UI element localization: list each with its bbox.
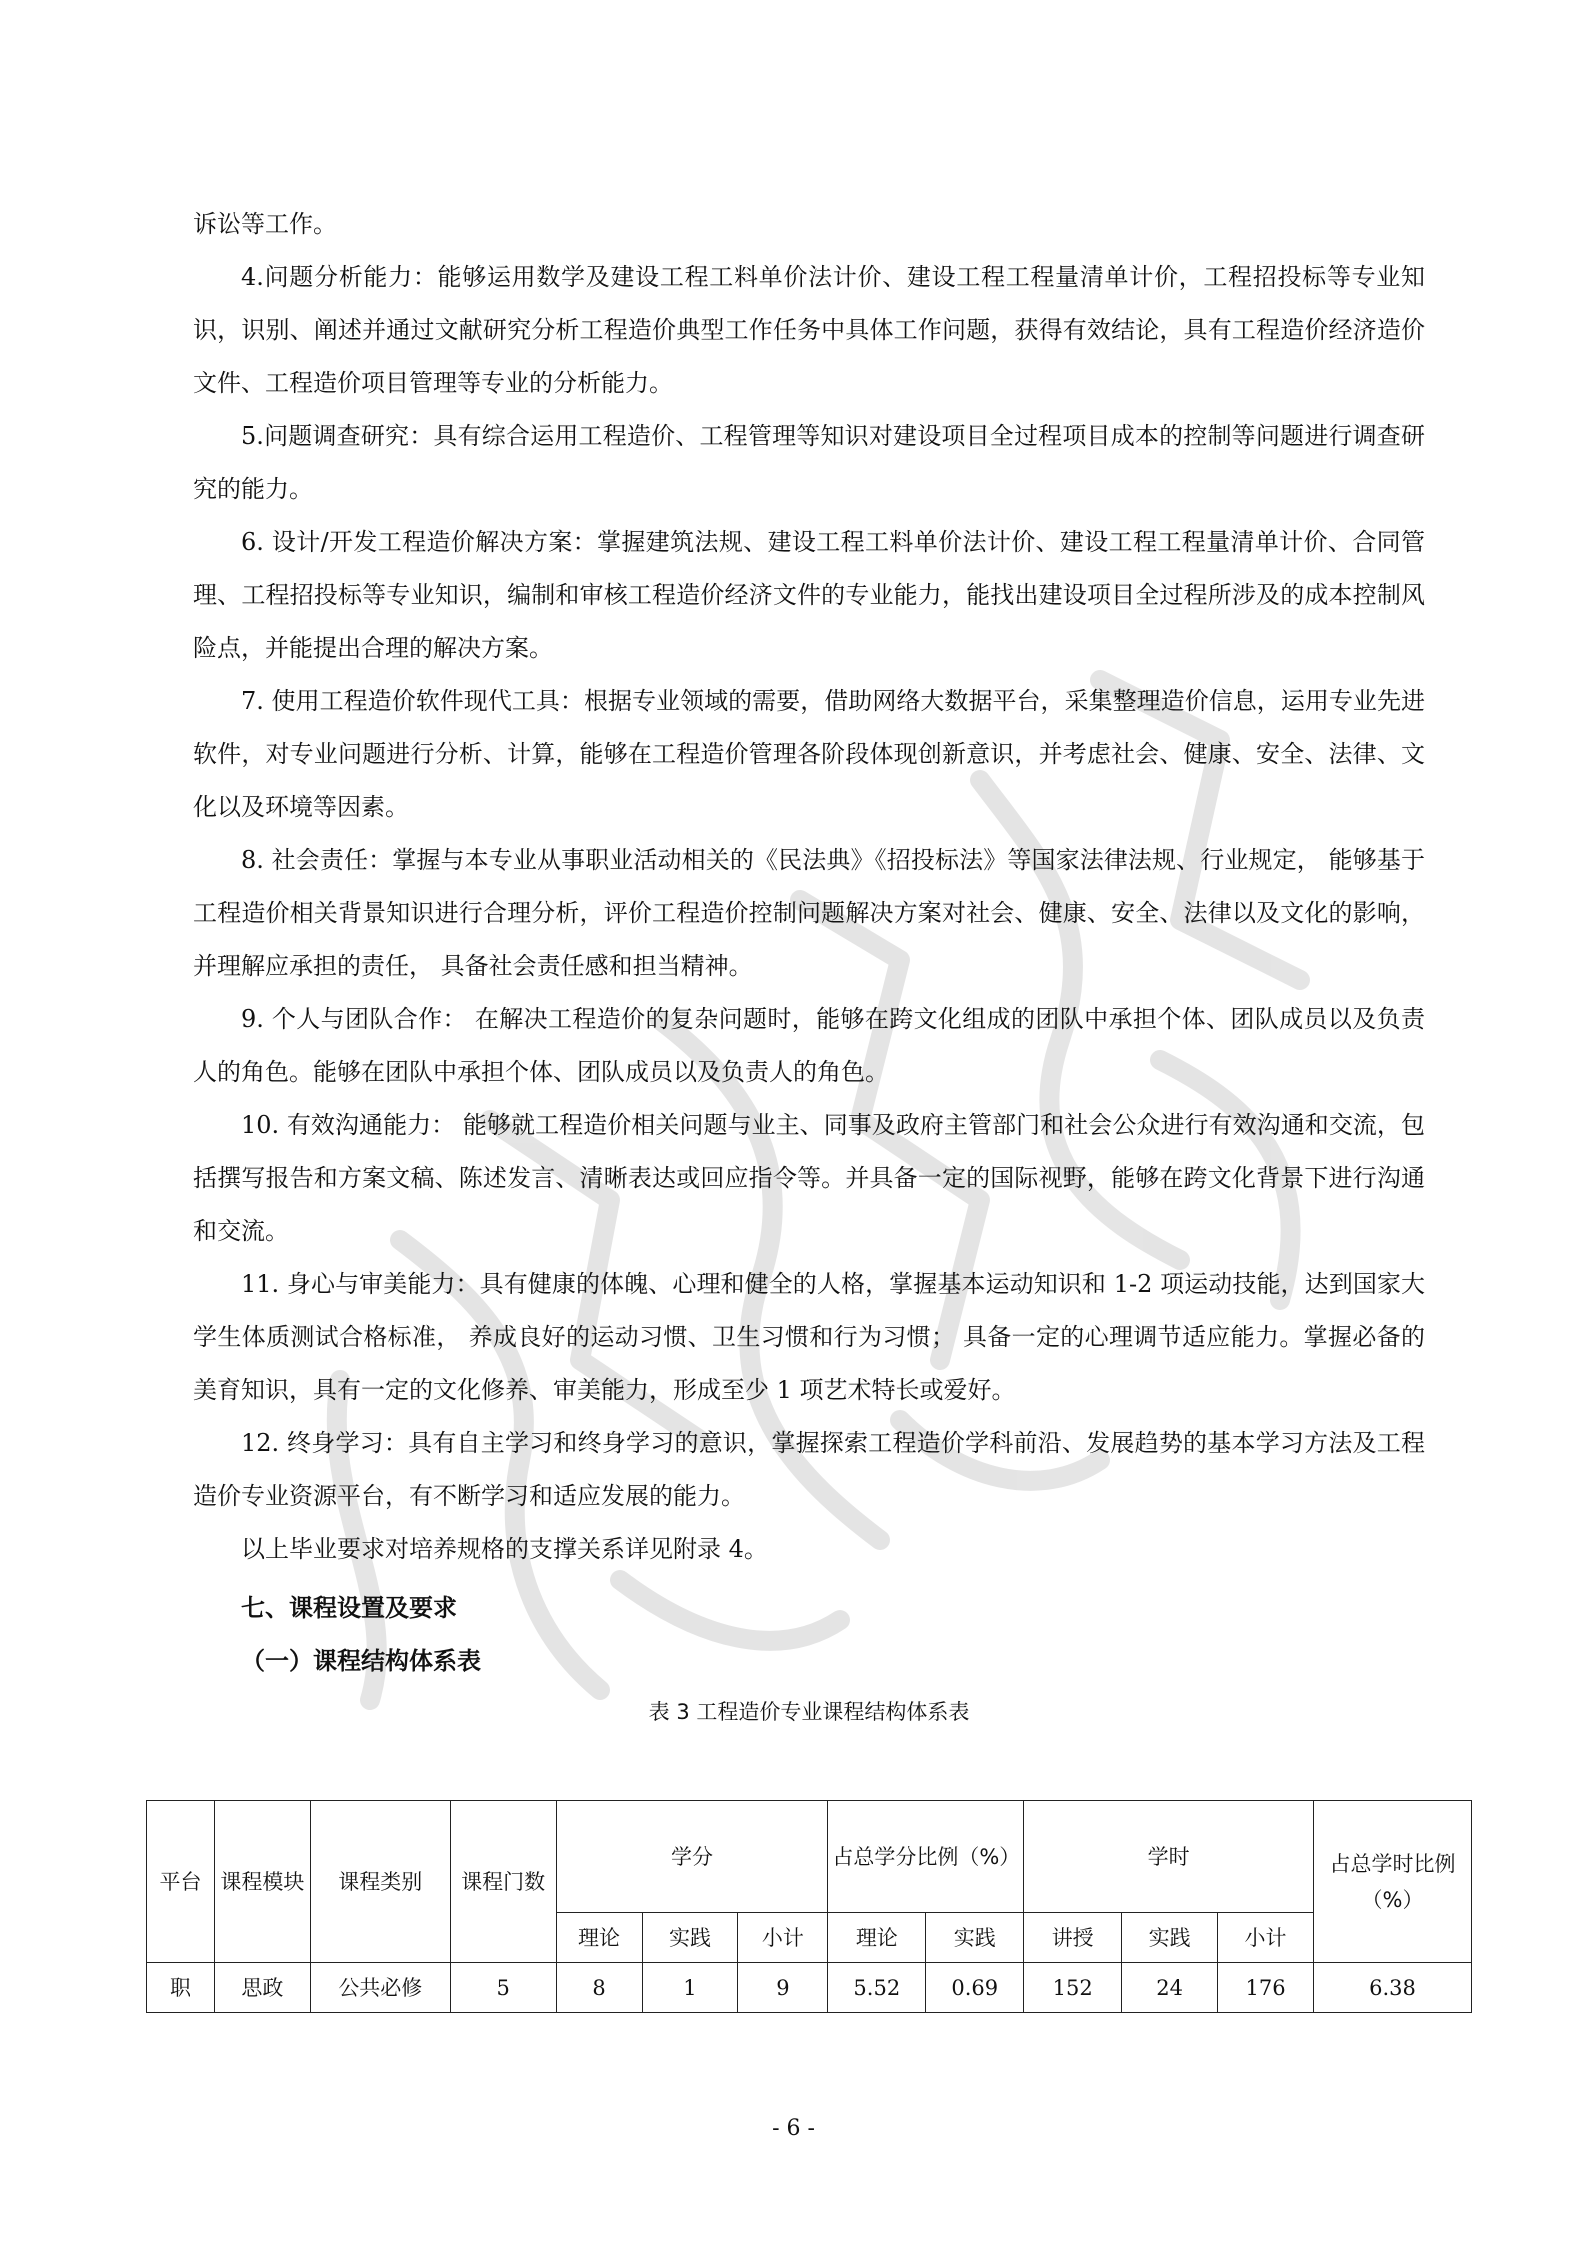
paragraph-item-7: 7. 使用工程造价软件现代工具：根据专业领域的需要，借助网络大数据平台，采集整理造价信息，运用专业先进软件，对专业问题进行分析、计算，能够在工程造价管理各阶段体现创新意识，并考虑社会、健康、安全、法律、文化以及环境等因素。 — [193, 687, 1425, 821]
subheader-credit-subtotal: 小计 — [738, 1913, 828, 1963]
header-hours: 学时 — [1024, 1801, 1314, 1913]
paragraph-item-10: 10. 有效沟通能力： 能够就工程造价相关问题与业主、同事及政府主管部门和社会公众进行有效沟通和交流，包括撰写报告和方案文稿、陈述发言、清晰表达或回应指令等。并具备一定的国际视野，能够在跨文化背景下进行沟通和交流。 — [193, 1111, 1425, 1245]
cell-hours-subtotal: 176 — [1218, 1963, 1314, 2013]
paragraph-appendix-note: 以上毕业要求对培养规格的支撑关系详见附录 4。 — [241, 1535, 768, 1563]
paragraph-item-8: 8. 社会责任：掌握与本专业从事职业活动相关的《民法典》《招投标法》等国家法律法规、行业规定， 能够基于工程造价相关背景知识进行合理分析，评价工程造价控制问题解决方案对社会、健康、安全、法律以及文化的影响，并理解应承担的责任， 具备社会责任感和担当精神。 — [193, 846, 1425, 980]
table-row — [147, 1963, 1472, 2013]
cell-category: 公共必修 — [310, 1963, 450, 2013]
cell-credit-subtotal: 9 — [738, 1963, 828, 2013]
header-hours-ratio: 占总学时比例（%） — [1314, 1801, 1472, 1963]
paragraph-item-6: 6. 设计/开发工程造价解决方案：掌握建筑法规、建设工程工料单价法计价、建设工程工程量清单计价、合同管理、工程招投标等专业知识，编制和审核工程造价经济文件的专业能力，能找出建设项目全过程所涉及的成本控制风险点，并能提出合理的解决方案。 — [193, 528, 1425, 662]
header-credit-ratio: 占总学分比例（%） — [828, 1801, 1024, 1913]
cell-module: 思政 — [214, 1963, 310, 2013]
subheader-hours-subtotal: 小计 — [1218, 1913, 1314, 1963]
header-count: 课程门数 — [450, 1801, 556, 1963]
header-category: 课程类别 — [310, 1801, 450, 1963]
subheader-credit-theory: 理论 — [556, 1913, 642, 1963]
cell-ratio-theory: 5.52 — [828, 1963, 926, 2013]
cell-platform: 职 — [147, 1963, 215, 2013]
subheader-hours-lecture: 讲授 — [1024, 1913, 1122, 1963]
cell-count: 5 — [450, 1963, 556, 2013]
cell-hours-ratio: 6.38 — [1314, 1963, 1472, 2013]
paragraph-item-11: 11. 身心与审美能力：具有健康的体魄、心理和健全的人格，掌握基本运动知识和 1-2 项运动技能，达到国家大学生体质测试合格标准， 养成良好的运动习惯、卫生习惯和行为习惯； 具备一定的心理调节适应能力。掌握必备的美育知识，具有一定的文化修养、审美能力，形成至少 1 项艺术特长或爱好。 — [193, 1270, 1425, 1404]
document-body — [193, 198, 1425, 1736]
table-header-row — [147, 1801, 1472, 1913]
paragraph-item-12: 12. 终身学习：具有自主学习和终身学习的意识，掌握探索工程造价学科前沿、发展趋势的基本学习方法及工程造价专业资源平台，有不断学习和适应发展的能力。 — [193, 1429, 1425, 1510]
subsection-heading: （一）课程结构体系表 — [241, 1647, 481, 1675]
page-number: - 6 - — [772, 2116, 815, 2141]
subheader-hours-practice: 实践 — [1122, 1913, 1218, 1963]
section-heading: 七、课程设置及要求 — [241, 1594, 457, 1622]
paragraph-item-5: 5.问题调查研究：具有综合运用工程造价、工程管理等知识对建设项目全过程项目成本的控制等问题进行调查研究的能力。 — [193, 422, 1425, 503]
cell-hours-practice: 24 — [1122, 1963, 1218, 2013]
course-structure-table — [146, 1800, 1472, 2013]
header-module: 课程模块 — [214, 1801, 310, 1963]
table-caption: 表 3 工程造价专业课程结构体系表 — [648, 1700, 970, 1724]
cell-credit-practice: 1 — [642, 1963, 738, 2013]
subheader-credit-practice: 实践 — [642, 1913, 738, 1963]
subheader-ratio-practice: 实践 — [926, 1913, 1024, 1963]
paragraph-continuation: 诉讼等工作。 — [193, 210, 337, 238]
subheader-ratio-theory: 理论 — [828, 1913, 926, 1963]
cell-credit-theory: 8 — [556, 1963, 642, 2013]
paragraph-item-4: 4.问题分析能力：能够运用数学及建设工程工料单价法计价、建设工程工程量清单计价，工程招投标等专业知识，识别、阐述并通过文献研究分析工程造价典型工作任务中具体工作问题，获得有效结论，具有工程造价经济造价文件、工程造价项目管理等专业的分析能力。 — [193, 263, 1425, 397]
header-platform: 平台 — [147, 1801, 215, 1963]
header-credits: 学分 — [556, 1801, 828, 1913]
cell-hours-lecture: 152 — [1024, 1963, 1122, 2013]
cell-ratio-practice: 0.69 — [926, 1963, 1024, 2013]
paragraph-item-9: 9. 个人与团队合作： 在解决工程造价的复杂问题时，能够在跨文化组成的团队中承担个体、团队成员以及负责人的角色。能够在团队中承担个体、团队成员以及负责人的角色。 — [193, 1005, 1425, 1086]
